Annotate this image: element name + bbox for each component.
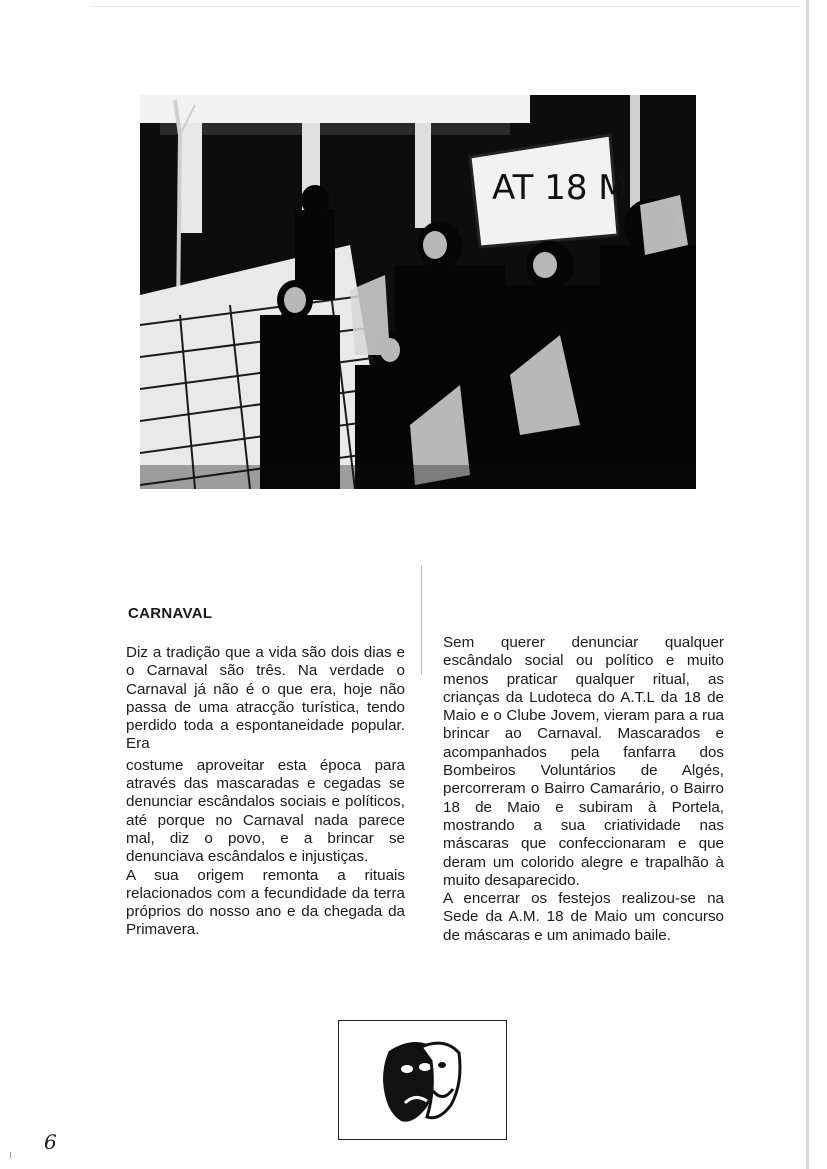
sign-letters: AT 18 M bbox=[492, 168, 628, 208]
article-title: CARNAVAL bbox=[128, 605, 213, 622]
carnival-photo-drawing bbox=[140, 95, 696, 489]
right-column bbox=[443, 634, 724, 945]
page-top-edge bbox=[90, 6, 800, 7]
right-paragraph-2: A encerrar os festejos realizou-se na Sede da A.M. 18 de Maio um concurso de máscaras e um animado baile. bbox=[443, 890, 724, 944]
column-divider bbox=[421, 565, 422, 675]
left-paragraph-1: Diz a tradição que a vida são dois dias e o Carnaval são três. Na verdade o Carnaval já não é o que era, hoje não passa de uma atracção turística, tendo perdido toda a espontaneidade popular. Era bbox=[126, 644, 405, 753]
masks-logo bbox=[338, 1020, 507, 1140]
left-paragraph-3: A sua origem remonta a rituais relacionados com a fecundidade da terra próprios do nosso ano e da chegada da Primavera. bbox=[126, 866, 405, 939]
page-number: 6 bbox=[44, 1130, 57, 1154]
margin-mark bbox=[10, 1152, 11, 1158]
theatre-masks-icon bbox=[339, 1021, 505, 1138]
carnival-photo bbox=[140, 95, 696, 489]
left-paragraph-2: costume aproveitar esta época para através das mascaradas e cegadas se denunciar escândalos sociais e políticos, até porque no Carnaval nada parece mal, diz o povo, e a brincar se denunciava escândalos e injustiças. bbox=[126, 756, 405, 866]
page-right-edge bbox=[806, 0, 809, 1169]
left-column bbox=[126, 644, 405, 940]
right-paragraph-1: Sem querer denunciar qualquer escândalo social ou político e muito menos praticar qualquer ritual, as crianças da Ludoteca do A.T.L da 18 de Maio e o Clube Jovem, vieram para a rua brincar ao Carnaval. Mascarados e acompanhados pela fanfarra dos Bombeiros Voluntários de Algés, percorreram o Bairro Camarário, o Bairro 18 de Maio e subiram à Portela, mostrando a sua criatividade nas máscaras que confeccionaram e que deram um colorido alegre e trapalhão à muito desaparecido. bbox=[443, 634, 724, 889]
